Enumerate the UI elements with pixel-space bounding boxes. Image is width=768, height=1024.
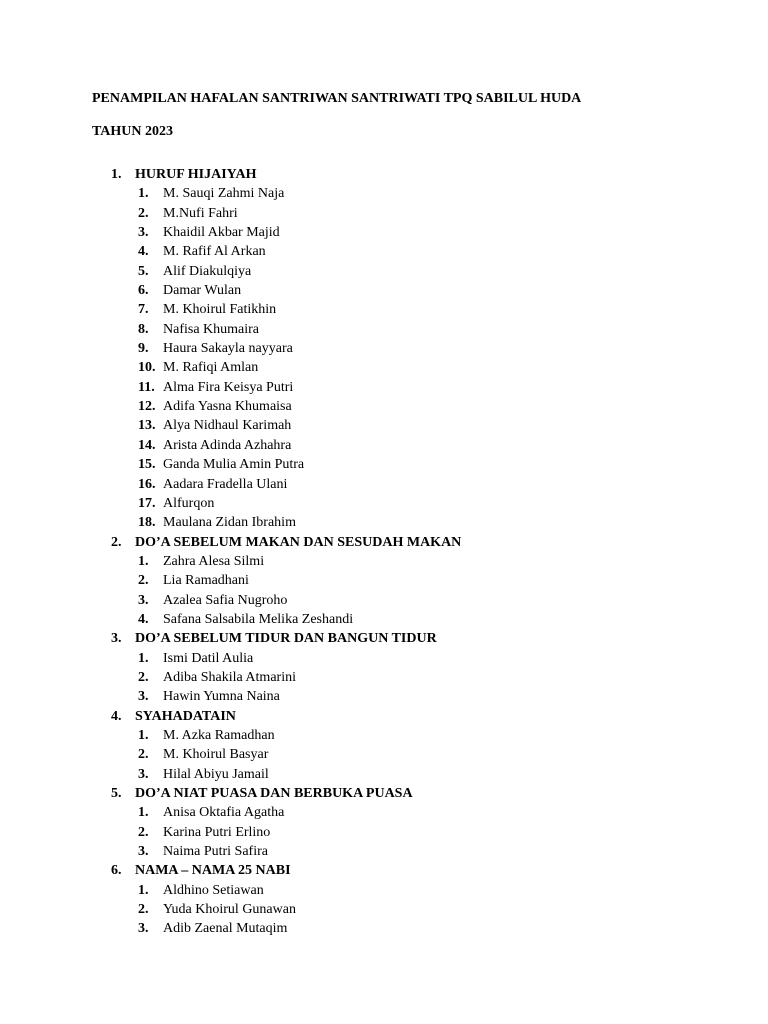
item-number: 2. bbox=[138, 747, 149, 763]
item-number: 3. bbox=[138, 921, 149, 937]
list-item bbox=[0, 649, 768, 668]
list-item bbox=[0, 242, 768, 261]
list-item bbox=[0, 184, 768, 203]
student-name: Azalea Safia Nugroho bbox=[163, 592, 288, 608]
section-number: 6. bbox=[111, 863, 122, 879]
item-number: 1. bbox=[138, 882, 149, 898]
item-number: 3. bbox=[138, 844, 149, 860]
item-number: 1. bbox=[138, 805, 149, 821]
item-number: 2. bbox=[138, 669, 149, 685]
list-item bbox=[0, 281, 768, 300]
student-name: M. Khoirul Fatikhin bbox=[163, 302, 277, 318]
section-heading bbox=[0, 861, 768, 880]
section-heading bbox=[0, 533, 768, 552]
student-name: Aadara Fradella Ulani bbox=[163, 476, 288, 492]
item-number: 2. bbox=[138, 824, 149, 840]
list-item bbox=[0, 610, 768, 629]
item-number: 13. bbox=[138, 418, 156, 434]
student-name: Alfurqon bbox=[163, 495, 215, 511]
item-number: 1. bbox=[138, 553, 149, 569]
list-item bbox=[0, 494, 768, 513]
section-number: 1. bbox=[111, 167, 122, 182]
list-item bbox=[0, 668, 768, 687]
list-item bbox=[0, 416, 768, 435]
document-year: TAHUN 2023 bbox=[92, 124, 174, 139]
section-heading bbox=[0, 165, 768, 184]
list-item bbox=[0, 803, 768, 822]
student-name: M. Khoirul Basyar bbox=[163, 747, 269, 763]
student-name: Alma Fira Keisya Putri bbox=[163, 379, 294, 395]
item-number: 2. bbox=[138, 205, 149, 221]
item-number: 1. bbox=[138, 727, 149, 743]
list-item bbox=[0, 339, 768, 358]
student-name: Alif Diakulqiya bbox=[163, 263, 252, 279]
section-number: 5. bbox=[111, 786, 122, 801]
item-number: 16. bbox=[138, 476, 156, 492]
student-name: M.Nufi Fahri bbox=[163, 205, 238, 221]
student-name: Aldhino Setiawan bbox=[163, 882, 264, 898]
student-name: Yuda Khoirul Gunawan bbox=[163, 902, 296, 918]
list-item bbox=[0, 881, 768, 900]
item-number: 3. bbox=[138, 766, 149, 782]
item-number: 3. bbox=[138, 225, 149, 241]
item-number: 3. bbox=[138, 689, 149, 705]
list-item bbox=[0, 262, 768, 281]
item-number: 1. bbox=[138, 650, 149, 666]
item-number: 14. bbox=[138, 437, 156, 453]
list-item bbox=[0, 475, 768, 494]
student-name: Ismi Datil Aulia bbox=[163, 650, 254, 666]
list-item bbox=[0, 436, 768, 455]
item-number: 6. bbox=[138, 283, 149, 299]
list-item bbox=[0, 455, 768, 474]
student-name: Arista Adinda Azhahra bbox=[163, 437, 292, 453]
item-number: 17. bbox=[138, 495, 156, 511]
student-name: M. Rafiqi Amlan bbox=[163, 360, 259, 376]
student-name: Hawin Yumna Naina bbox=[163, 689, 280, 705]
list-item bbox=[0, 320, 768, 339]
student-name: Naima Putri Safira bbox=[163, 844, 268, 860]
list-item bbox=[0, 919, 768, 938]
student-name: Adifa Yasna Khumaisa bbox=[163, 399, 292, 415]
item-number: 9. bbox=[138, 341, 149, 357]
list-item bbox=[0, 513, 768, 532]
section-title: SYAHADATAIN bbox=[135, 708, 236, 724]
student-name: Safana Salsabila Melika Zeshandi bbox=[163, 611, 354, 627]
student-name: Nafisa Khumaira bbox=[163, 321, 260, 337]
list-item bbox=[0, 552, 768, 571]
list-item bbox=[0, 745, 768, 764]
item-number: 1. bbox=[138, 186, 149, 202]
item-number: 8. bbox=[138, 321, 149, 337]
section-title: NAMA – NAMA 25 NABI bbox=[135, 863, 291, 879]
student-name: Hilal Abiyu Jamail bbox=[163, 766, 269, 782]
item-number: 11. bbox=[138, 379, 155, 395]
section-title: HURUF HIJAIYAH bbox=[135, 167, 257, 182]
list-item bbox=[0, 358, 768, 377]
student-name: M. Rafif Al Arkan bbox=[163, 244, 266, 260]
student-name: Anisa Oktafia Agatha bbox=[163, 805, 285, 821]
item-number: 2. bbox=[138, 902, 149, 918]
sections-list bbox=[0, 165, 768, 939]
student-name: Haura Sakayla nayyara bbox=[163, 341, 293, 357]
section-number: 2. bbox=[111, 534, 122, 550]
list-item bbox=[0, 726, 768, 745]
list-item bbox=[0, 900, 768, 919]
item-number: 3. bbox=[138, 592, 149, 608]
item-number: 2. bbox=[138, 573, 149, 589]
section-heading bbox=[0, 707, 768, 726]
item-number: 15. bbox=[138, 457, 156, 473]
list-item bbox=[0, 765, 768, 784]
item-number: 7. bbox=[138, 302, 149, 318]
item-number: 4. bbox=[138, 244, 149, 260]
list-item bbox=[0, 842, 768, 861]
list-item bbox=[0, 204, 768, 223]
student-name: Alya Nidhaul Karimah bbox=[163, 418, 292, 434]
student-name: Lia Ramadhani bbox=[163, 573, 249, 589]
section-title: DO’A SEBELUM MAKAN DAN SESUDAH MAKAN bbox=[135, 534, 462, 550]
item-number: 4. bbox=[138, 611, 149, 627]
student-name: Adib Zaenal Mutaqim bbox=[163, 921, 288, 937]
student-name: Adiba Shakila Atmarini bbox=[163, 669, 296, 685]
list-item bbox=[0, 300, 768, 319]
document-title: PENAMPILAN HAFALAN SANTRIWAN SANTRIWATI TPQ SABILUL HUDA bbox=[92, 91, 582, 106]
section-title: DO’A SEBELUM TIDUR DAN BANGUN TIDUR bbox=[135, 631, 437, 647]
list-item bbox=[0, 591, 768, 610]
student-name: Zahra Alesa Silmi bbox=[163, 553, 265, 569]
item-number: 12. bbox=[138, 399, 156, 415]
student-name: M. Sauqi Zahmi Naja bbox=[163, 186, 285, 202]
item-number: 18. bbox=[138, 515, 156, 531]
student-name: Maulana Zidan Ibrahim bbox=[163, 515, 296, 531]
section-title: DO’A NIAT PUASA DAN BERBUKA PUASA bbox=[135, 786, 413, 801]
section-number: 3. bbox=[111, 631, 122, 647]
student-name: Damar Wulan bbox=[163, 283, 242, 299]
list-item bbox=[0, 223, 768, 242]
section-number: 4. bbox=[111, 708, 122, 724]
list-item bbox=[0, 823, 768, 842]
item-number: 5. bbox=[138, 263, 149, 279]
student-name: Khaidil Akbar Majid bbox=[163, 225, 280, 241]
list-item bbox=[0, 687, 768, 706]
student-name: M. Azka Ramadhan bbox=[163, 727, 275, 743]
item-number: 10. bbox=[138, 360, 156, 376]
list-item bbox=[0, 397, 768, 416]
student-name: Ganda Mulia Amin Putra bbox=[163, 457, 305, 473]
student-name: Karina Putri Erlino bbox=[163, 824, 271, 840]
list-item bbox=[0, 378, 768, 397]
list-item bbox=[0, 571, 768, 590]
section-heading bbox=[0, 629, 768, 648]
section-heading bbox=[0, 784, 768, 803]
